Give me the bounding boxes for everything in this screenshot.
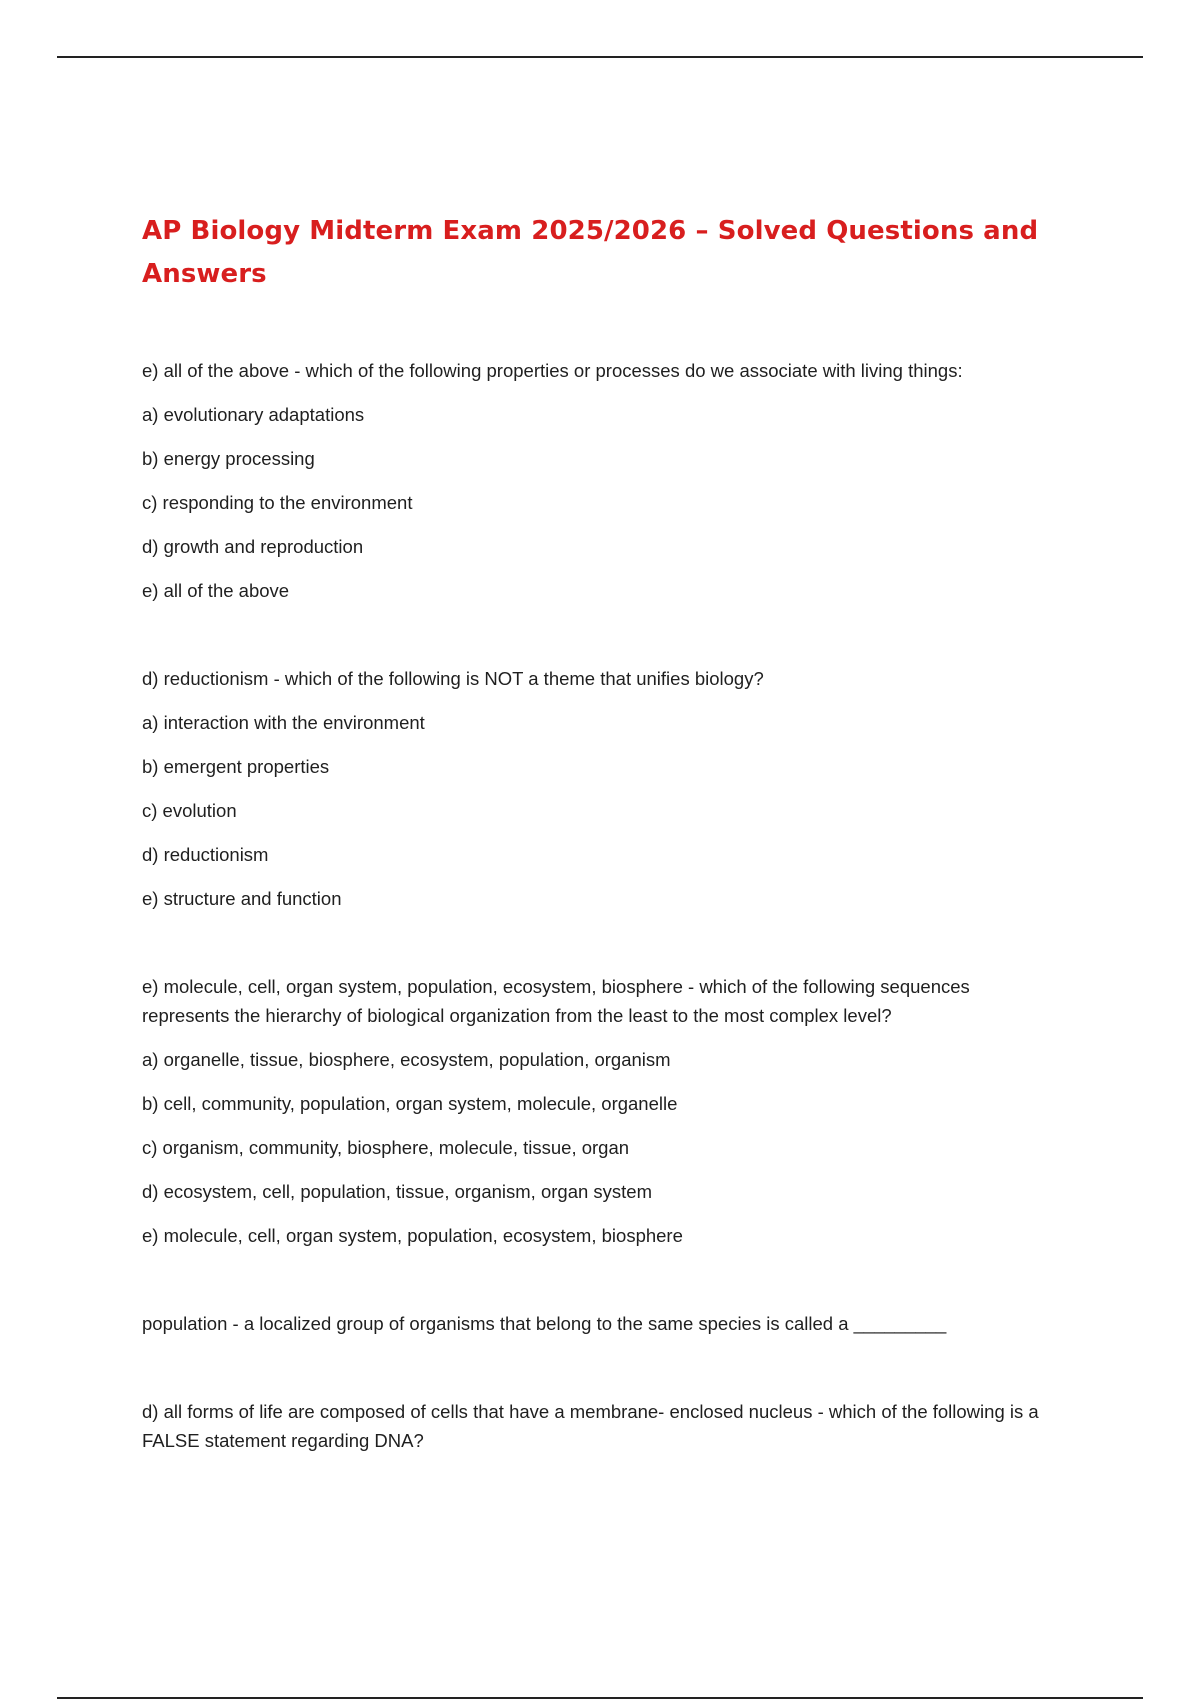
question-text: population - a localized group of organisms that belong to the same species is called a _________ — [142, 1313, 947, 1334]
question-text: e) all of the above - which of the following properties or processes do we associate with living things: — [142, 360, 963, 381]
question-text: e) molecule, cell, organ system, population, ecosystem, biosphere - which of the following sequences represents the hierarchy of biological organization from the least to the most complex level? — [142, 976, 970, 1026]
answer-option: b) emergent properties — [142, 756, 330, 777]
bottom-rule — [57, 1697, 1143, 1699]
answer-option: d) growth and reproduction — [142, 536, 364, 557]
answer-option: b) cell, community, population, organ system, molecule, organelle — [142, 1093, 678, 1114]
answer-option: c) organism, community, biosphere, molecule, tissue, organ — [142, 1137, 630, 1158]
answer-option: c) evolution — [142, 800, 237, 821]
question-text: d) reductionism - which of the following is NOT a theme that unifies biology? — [142, 668, 764, 689]
answer-option: b) energy processing — [142, 448, 315, 469]
question-text: d) all forms of life are composed of cells that have a membrane- enclosed nucleus - which of the following is a FALSE statement regarding DNA? — [142, 1401, 1039, 1451]
answer-option: a) organelle, tissue, biosphere, ecosystem, population, organism — [142, 1049, 671, 1070]
answer-option: d) reductionism — [142, 844, 269, 865]
answer-option: a) evolutionary adaptations — [142, 404, 365, 425]
question-block — [142, 356, 1062, 605]
answer-option: e) all of the above — [142, 580, 290, 601]
question-block — [142, 1309, 1062, 1338]
answer-option: e) molecule, cell, organ system, population, ecosystem, biosphere — [142, 1225, 683, 1246]
question-block — [142, 1397, 1062, 1455]
answer-option: d) ecosystem, cell, population, tissue, organism, organ system — [142, 1181, 653, 1202]
question-block — [142, 972, 1062, 1250]
answer-option: a) interaction with the environment — [142, 712, 425, 733]
document-body — [142, 210, 1062, 1455]
answer-option: e) structure and function — [142, 888, 342, 909]
document-title: AP Biology Midterm Exam 2025/2026 – Solved Questions and Answers — [142, 216, 1039, 289]
question-block — [142, 664, 1062, 913]
top-rule — [57, 56, 1143, 58]
answer-option: c) responding to the environment — [142, 492, 413, 513]
